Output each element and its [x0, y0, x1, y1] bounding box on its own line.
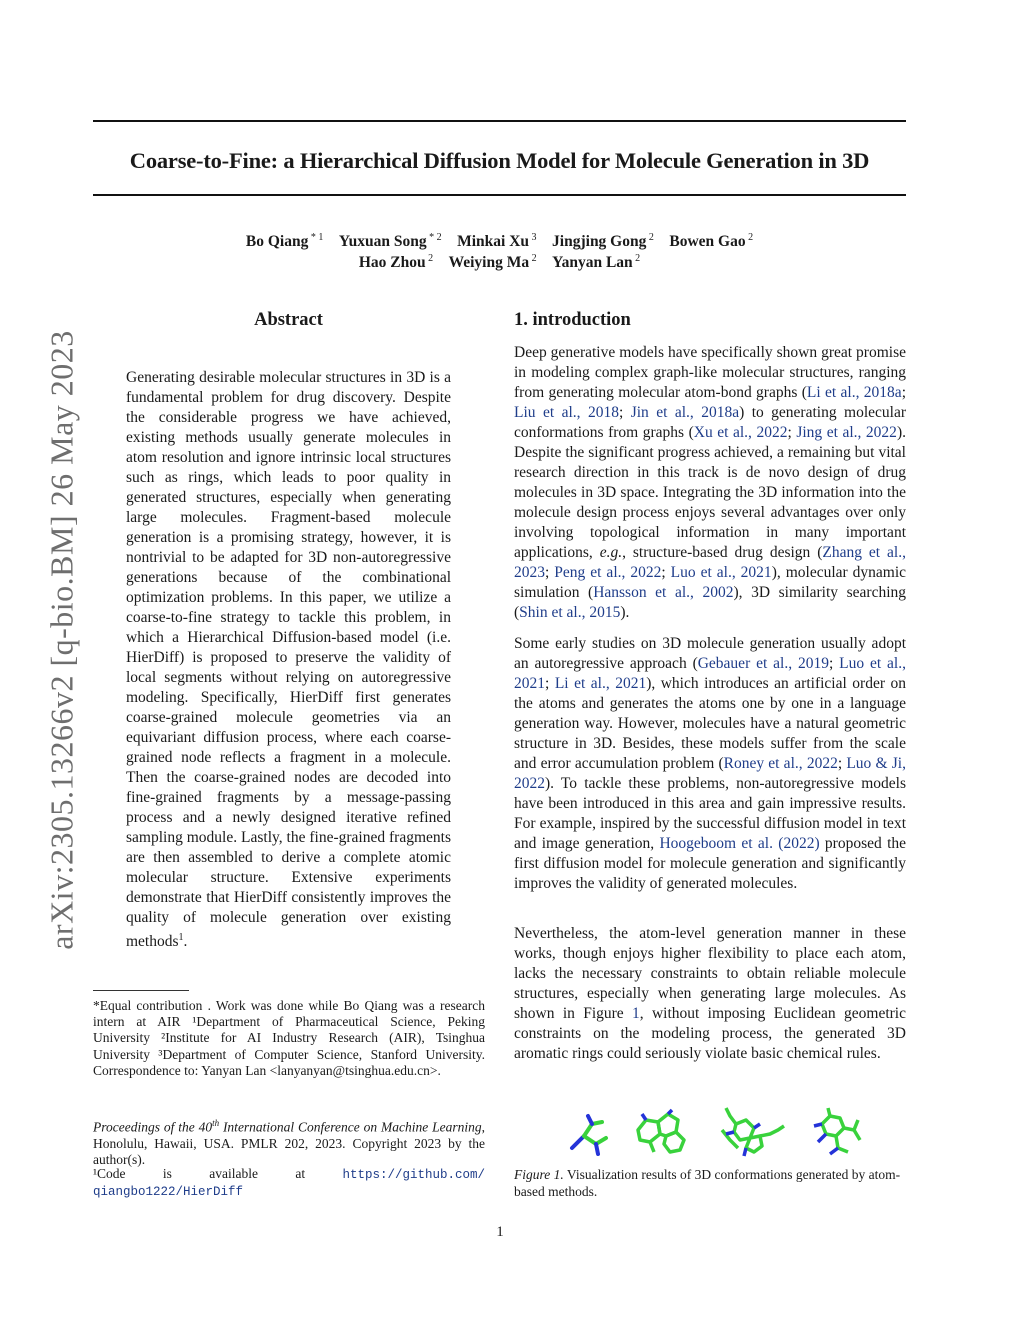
abstract-footnote-marker: 1: [178, 932, 184, 943]
paragraph-text: ;: [618, 404, 631, 421]
molecule-image-2: [630, 1108, 690, 1158]
citation-link[interactable]: Gebauer et al., 2019: [697, 655, 829, 672]
citation-link[interactable]: 1: [632, 1005, 640, 1022]
author-affiliation-marker: 2: [632, 253, 641, 264]
author-list-line-1: [93, 232, 906, 251]
title-rule-top: [93, 120, 906, 122]
figure-1-label: Figure 1.: [514, 1167, 564, 1182]
paragraph-text: Some early studies on 3D molecule generation usually adopt an autoregressive approach (: [514, 635, 906, 672]
paragraph-text: ), 3D similarity searching (: [514, 584, 907, 621]
paragraph-text: ).: [620, 604, 630, 621]
paragraph-text: ;: [837, 755, 847, 772]
paragraph-text: ) to generating molecular conformations from graphs (: [514, 404, 906, 441]
proceedings-th: th: [212, 1118, 220, 1128]
paragraph-text: , without imposing Euclidean geometric constraints on the modeling process, the generated 3D aromatic rings could seriously violate basic chemical rules.: [514, 1005, 906, 1062]
author-name: Weiying Ma: [448, 254, 530, 272]
author-list-line-2: [93, 253, 906, 272]
author-affiliation-marker: 2: [529, 253, 537, 264]
proceedings-footnote: [93, 1115, 485, 1168]
introduction-paragraph-2: [514, 634, 906, 894]
paragraph-text: ;: [545, 675, 555, 692]
citation-link[interactable]: Hoogeboom et al. (2022): [659, 835, 820, 852]
paragraph-text: ;: [901, 384, 906, 401]
proceedings-conference: International Conference on Machine Learning: [219, 1119, 482, 1135]
paragraph-text: , structure-based drug design (: [622, 544, 823, 561]
author-name: Hao Zhou: [358, 254, 426, 272]
citation-link[interactable]: Li et al., 2021: [554, 675, 647, 692]
citation-link[interactable]: Luo & Ji, 2022: [514, 755, 906, 792]
author-affiliation-marker: * 1: [308, 232, 324, 243]
author-name: Yuxuan Song: [338, 233, 427, 251]
paragraph-text: ), molecular dynamic simulation (: [514, 564, 907, 601]
introduction-paragraph-1: [514, 343, 906, 623]
paper-title: Coarse-to-Fine: a Hierarchical Diffusion Model for Molecule Generation in 3D: [129, 148, 870, 173]
citation-link[interactable]: Luo et al., 2021: [670, 564, 772, 581]
author-affiliation-marker: 3: [529, 232, 537, 243]
citation-link[interactable]: Luo et al., 2021: [514, 655, 906, 692]
paragraph-text: e.g.: [599, 544, 623, 561]
author-affiliation-marker: 2: [646, 232, 654, 243]
page-number: 1: [496, 1224, 504, 1240]
introduction-heading: 1. introduction: [514, 310, 631, 330]
paragraph-text: ). To tackle these problems, non-autoregressive models have been introduced in this area and gain impressive results. For example, inspired by the successful diffusion model in text and image generation,: [514, 775, 906, 852]
molecule-image-1: [566, 1112, 614, 1156]
paragraph-text: ). Despite the significant progress achieved, a remaining but vital research direction in this track is de novo design of drug molecules in 3D space. Integrating the 3D information into the molecule design process enjoys several advantages over only involving topological information in many important applications,: [514, 424, 906, 561]
author-name: Jingjing Gong: [552, 233, 647, 251]
citation-link[interactable]: Hansson et al., 2002: [593, 584, 734, 601]
molecule-image-4: [808, 1106, 864, 1156]
abstract-end: .: [183, 933, 188, 951]
equal-contribution-footnote: *Equal contribution . Work was done while Bo Qiang was a research intern at AIR ¹Department of Pharmaceutical Science, Peking University ²Institute for AI Industry Research (AIR), Tsinghua University ³Department of Computer Science, Stanford University. Correspondence to: Yanyan Lan <lanyanyan@tsinghua.edu.cn>.: [93, 998, 485, 1078]
paragraph-text: ;: [828, 655, 840, 672]
paragraph-text: ), which introduces an artificial order on the atoms and generates the atoms one by one in a language generation way. However, molecules have a natural geometric structure in 3D. Besides, these models suffer from the scale and error accumulation problem (: [514, 675, 906, 772]
paragraph-text: proposed the first diffusion model for molecule generation and significantly improves the validity of generated molecules.: [514, 835, 907, 892]
arxiv-sidebar-id: arXiv:2305.13266v2 [q-bio.BM] 26 May 2023: [43, 330, 80, 950]
title-rule-bottom: [93, 194, 906, 196]
abstract-heading: Abstract: [254, 310, 323, 330]
figure-1-text: Visualization results of 3D conformations generated by atom-based methods.: [514, 1167, 901, 1199]
code-footnote: [93, 1166, 485, 1200]
author-name: Yanyan Lan: [552, 254, 633, 272]
author-affiliation-marker: * 2: [426, 232, 442, 243]
paragraph-text: Nevertheless, the atom-level generation manner in these works, though enjoys higher flexibility to place each atom, lacks the necessary constraints to obtain reliable molecule structures, especially when generating large molecules. As shown in Figure: [514, 925, 906, 1022]
footnote-separator: [93, 990, 189, 991]
citation-link[interactable]: Xu et al., 2022: [693, 424, 788, 441]
citation-link[interactable]: Shin et al., 2015: [519, 604, 621, 621]
citation-link[interactable]: Liu et al., 2018: [514, 404, 619, 421]
introduction-paragraph-3: [514, 924, 906, 1064]
citation-link[interactable]: Roney et al., 2022: [723, 755, 838, 772]
molecule-image-3: [716, 1106, 786, 1158]
abstract-body: [126, 368, 451, 952]
author-affiliation-marker: 2: [425, 253, 434, 264]
proceedings-prefix: Proceedings of the 40: [93, 1119, 213, 1135]
citation-link[interactable]: Zhang et al., 2023: [514, 544, 906, 581]
author-affiliation-marker: 2: [745, 232, 754, 243]
citation-link[interactable]: Jin et al., 2018a: [630, 404, 740, 421]
proceedings-location: , Honolulu, Hawaii, USA. PMLR 202, 2023. Copyright 2023 by the author(s).: [93, 1119, 485, 1167]
abstract-text: Generating desirable molecular structures in 3D is a fundamental problem for drug discovery. Despite the considerable progress we have achieved, existing methods usually generate molecules in atom resolution and ignore intrinsic local structures such as rings, which leads to poor quality in generated structures, especially when generating large molecules. Fragment-based molecule generation is a promising strategy, however, it is nontrivial to be adapted for 3D non-autoregressive generations because of the combinational optimization problems. In this paper, we utilize a coarse-to-fine strategy to tackle this problem, in which a Hierarchical Diffusion-based model (i.e. HierDiff) is proposed to preserve the validity of local segments without relying on autoregressive modeling. Specifically, HierDiff first generates coarse-grained molecule geometries via an equivariant diffusion process, where each coarse-grained node reflects a fragment in a molecule. Then the coarse-grained nodes are decoded into fine-grained fragments by a message-passing process and a newly designed iterative refined sampling module. Lastly, the fine-grained fragments are then assembled to derive a complete atomic molecular structure. Extensive experiments demonstrate that HierDiff consistently improves the quality of molecule generation over existing methods: [126, 369, 451, 951]
author-name: Bowen Gao: [669, 233, 746, 251]
code-footnote-prefix: ¹Code is available at: [93, 1166, 343, 1181]
citation-link[interactable]: Jing et al., 2022: [796, 424, 897, 441]
paragraph-text: ;: [661, 564, 671, 581]
author-name: Bo Qiang: [245, 233, 309, 251]
paragraph-text: ;: [545, 564, 555, 581]
paragraph-text: ;: [787, 424, 797, 441]
paragraph-text: Deep generative models have specifically shown great promise in modeling complex graph-like molecular structures, ranging from generating molecular atom-bond graphs (: [514, 344, 906, 401]
citation-link[interactable]: Peng et al., 2022: [554, 564, 662, 581]
citation-link[interactable]: Li et al., 2018a: [806, 384, 902, 401]
figure-1-caption: [514, 1166, 906, 1200]
code-repo-link[interactable]: https://github.com/ qiangbo1222/HierDiff: [93, 1168, 485, 1200]
author-name: Minkai Xu: [457, 233, 530, 251]
